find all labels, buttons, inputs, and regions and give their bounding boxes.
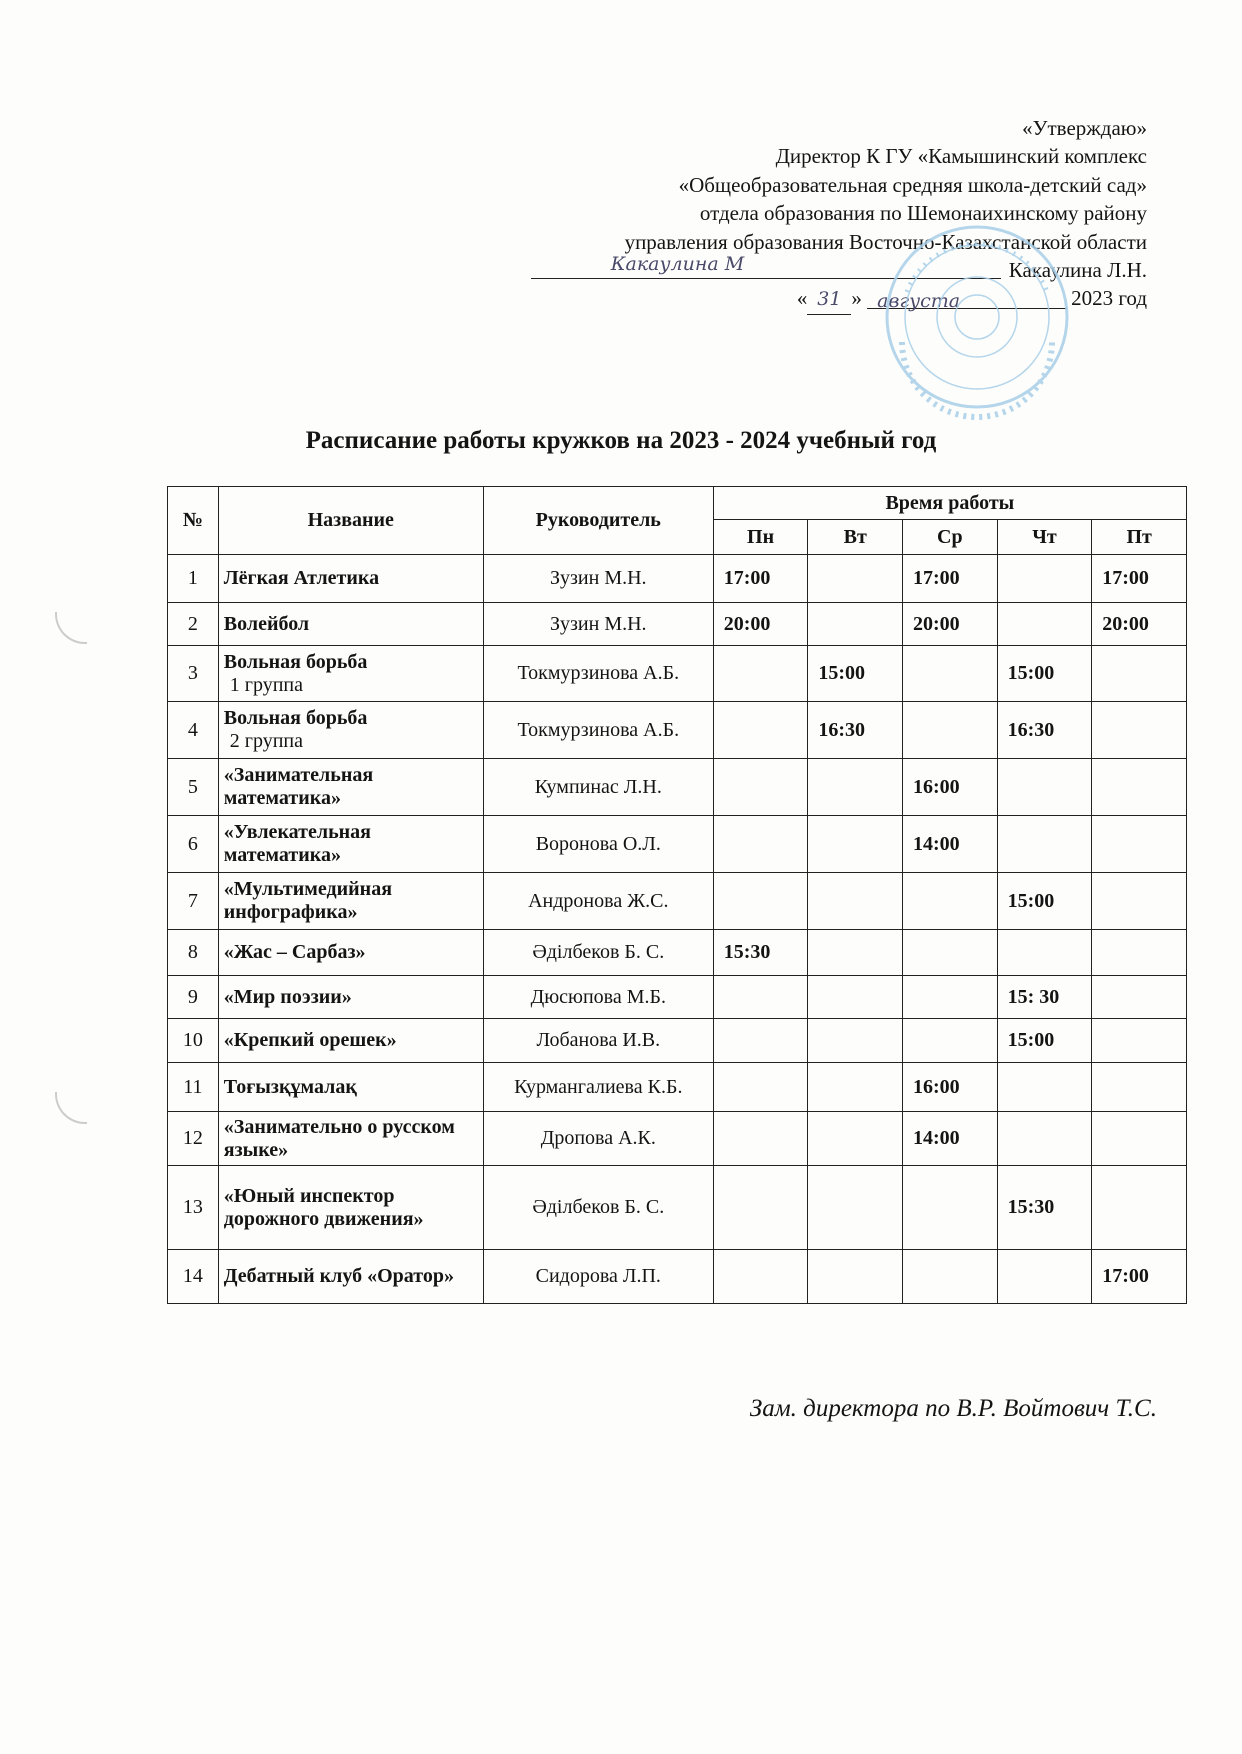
row-number: 10 xyxy=(168,1019,219,1063)
club-group: 1 группа xyxy=(229,673,303,696)
time-cell xyxy=(713,873,808,930)
time-cell xyxy=(1092,1063,1187,1112)
time-cell: 16:30 xyxy=(997,702,1092,759)
time-cell xyxy=(903,873,998,930)
leader-name: Токмурзинова А.Б. xyxy=(483,702,713,759)
leader-name: Дюсюпова М.Б. xyxy=(483,976,713,1019)
time-cell xyxy=(808,930,903,976)
header-day: Чт xyxy=(997,520,1092,555)
table-row xyxy=(168,930,1187,976)
time-cell xyxy=(713,702,808,759)
time-cell xyxy=(713,1250,808,1304)
approval-line: «Утверждаю» xyxy=(1022,116,1147,140)
time-cell xyxy=(808,555,903,603)
table-row xyxy=(168,976,1187,1019)
quote-open: « xyxy=(796,286,808,311)
time-cell xyxy=(1092,759,1187,816)
time-cell xyxy=(713,816,808,873)
time-cell: 17:00 xyxy=(1092,1250,1187,1304)
header-day: Ср xyxy=(903,520,998,555)
time-cell xyxy=(808,976,903,1019)
club-name-cell xyxy=(218,1019,483,1063)
time-cell: 16:00 xyxy=(903,1063,998,1112)
time-cell xyxy=(903,646,998,702)
club-name: «Жас – Сарбаз» xyxy=(223,941,366,963)
row-number: 11 xyxy=(168,1063,219,1112)
club-name: Тоғызқұмалақ xyxy=(223,1075,357,1098)
leader-name: Андронова Ж.С. xyxy=(483,873,713,930)
time-cell: 14:00 xyxy=(903,816,998,873)
leader-name: Сидорова Л.П. xyxy=(483,1250,713,1304)
row-number: 4 xyxy=(168,702,219,759)
time-cell xyxy=(808,816,903,873)
time-cell xyxy=(903,1250,998,1304)
leader-name: Әділбеков Б. С. xyxy=(483,1166,713,1250)
club-name-cell xyxy=(218,603,483,646)
time-cell: 16:30 xyxy=(808,702,903,759)
punch-hole xyxy=(55,612,87,644)
time-cell: 15:30 xyxy=(713,930,808,976)
club-name-cell xyxy=(218,702,483,759)
table-row xyxy=(168,1019,1187,1063)
approval-line: управления образования Восточно-Казахстанской области xyxy=(624,229,1147,254)
leader-name: Зузин М.Н. xyxy=(483,555,713,603)
leader-name: Лобанова И.В. xyxy=(483,1019,713,1063)
time-cell: 15:00 xyxy=(997,1019,1092,1063)
table-row xyxy=(168,603,1187,646)
club-name-cell xyxy=(218,1250,483,1304)
time-cell: 20:00 xyxy=(903,603,998,646)
club-name: Волейбол xyxy=(223,612,310,635)
club-name: «Мультимедийная инфографика» xyxy=(223,878,393,923)
club-name: Дебатный клуб «Оратор» xyxy=(223,1265,454,1287)
handwritten-signature: Какаулина М xyxy=(610,253,745,276)
time-cell xyxy=(808,1112,903,1166)
row-number: 6 xyxy=(168,816,219,873)
footer-signature: Зам. директора по В.Р. Войтович Т.С. xyxy=(749,1395,1157,1422)
time-cell xyxy=(713,1112,808,1166)
time-cell xyxy=(997,930,1092,976)
time-cell xyxy=(1092,646,1187,702)
header-num: № xyxy=(168,487,219,555)
club-name-cell xyxy=(218,555,483,603)
handwritten-day: 31 xyxy=(807,285,851,314)
club-name: Вольная борьба xyxy=(223,707,368,729)
time-cell xyxy=(808,759,903,816)
leader-name: Курмангалиева К.Б. xyxy=(483,1063,713,1112)
time-cell xyxy=(808,1019,903,1063)
time-cell: 16:00 xyxy=(903,759,998,816)
header-day: Пн xyxy=(713,520,808,555)
club-name: Вольная борьба xyxy=(223,650,368,673)
leader-name: Дропова А.К. xyxy=(483,1112,713,1166)
club-name: «Занимательно о русском языке» xyxy=(223,1115,455,1161)
time-cell xyxy=(997,1250,1092,1304)
approval-line: отдела образования по Шемонаихинскому району xyxy=(699,201,1147,226)
club-name: «Юный инспектор дорожного движения» xyxy=(223,1184,424,1230)
punch-hole xyxy=(55,1092,87,1124)
page-title: Расписание работы кружков на 2023 - 2024 учебный год xyxy=(305,427,937,454)
club-name-cell xyxy=(218,873,483,930)
row-number: 1 xyxy=(168,555,219,603)
club-name: «Увлекательная математика» xyxy=(223,821,371,866)
time-cell xyxy=(903,702,998,759)
header-day: Пт xyxy=(1092,520,1187,555)
row-number: 13 xyxy=(168,1166,219,1250)
time-cell xyxy=(808,603,903,646)
leader-name: Әділбеков Б. С. xyxy=(483,930,713,976)
table-row xyxy=(168,1063,1187,1112)
time-cell xyxy=(997,603,1092,646)
table-row xyxy=(168,1112,1187,1166)
time-cell: 17:00 xyxy=(903,555,998,603)
leader-name: Зузин М.Н. xyxy=(483,603,713,646)
time-cell xyxy=(713,1063,808,1112)
time-cell: 15:00 xyxy=(808,646,903,702)
row-number: 7 xyxy=(168,873,219,930)
time-cell xyxy=(808,873,903,930)
time-cell: 14:00 xyxy=(903,1112,998,1166)
club-name-cell xyxy=(218,976,483,1019)
time-cell: 17:00 xyxy=(713,555,808,603)
time-cell xyxy=(1092,976,1187,1019)
time-cell xyxy=(1092,1019,1187,1063)
approval-line: Директор К ГУ «Камышинский комплекс xyxy=(775,144,1147,169)
time-cell xyxy=(1092,1166,1187,1250)
time-cell: 15:00 xyxy=(997,873,1092,930)
approval-line: «Общеобразовательная средняя школа-детский сад» xyxy=(678,172,1147,197)
time-cell xyxy=(1092,930,1187,976)
table-body xyxy=(168,555,1187,1304)
time-cell xyxy=(997,1063,1092,1112)
leader-name: Воронова О.Л. xyxy=(483,816,713,873)
row-number: 8 xyxy=(168,930,219,976)
time-cell xyxy=(808,1250,903,1304)
header-name: Название xyxy=(218,487,483,555)
club-name: Лёгкая Атлетика xyxy=(223,567,380,589)
club-name-cell xyxy=(218,1112,483,1166)
header-leader: Руководитель xyxy=(483,487,713,555)
club-name-cell xyxy=(218,646,483,702)
date-year: 2023 год xyxy=(1071,286,1147,311)
row-number: 9 xyxy=(168,976,219,1019)
time-cell xyxy=(1092,702,1187,759)
time-cell xyxy=(903,930,998,976)
table-row xyxy=(168,555,1187,603)
time-cell xyxy=(808,1063,903,1112)
time-cell xyxy=(713,1019,808,1063)
club-name: «Мир поэзии» xyxy=(223,985,352,1008)
table-row xyxy=(168,702,1187,759)
time-cell xyxy=(903,976,998,1019)
time-cell xyxy=(808,1166,903,1250)
time-cell: 17:00 xyxy=(1092,555,1187,603)
time-cell: 15:30 xyxy=(997,1166,1092,1250)
time-cell xyxy=(713,976,808,1019)
signatory-name: Какаулина Л.Н. xyxy=(1008,258,1147,283)
time-cell xyxy=(713,646,808,702)
row-number: 3 xyxy=(168,646,219,702)
table-row xyxy=(168,816,1187,873)
table-row xyxy=(168,646,1187,702)
time-cell xyxy=(997,555,1092,603)
time-cell xyxy=(997,816,1092,873)
leader-name: Токмурзинова А.Б. xyxy=(483,646,713,702)
handwritten-month: августа xyxy=(877,290,961,313)
time-cell xyxy=(1092,816,1187,873)
table-row xyxy=(168,873,1187,930)
time-cell xyxy=(903,1019,998,1063)
time-cell xyxy=(1092,1112,1187,1166)
time-cell xyxy=(997,1112,1092,1166)
club-name-cell xyxy=(218,759,483,816)
table-row xyxy=(168,1250,1187,1304)
row-number: 14 xyxy=(168,1250,219,1304)
leader-name: Кумпинас Л.Н. xyxy=(483,759,713,816)
official-stamp xyxy=(862,222,1092,422)
schedule-table xyxy=(167,486,1187,1304)
header-day: Вт xyxy=(808,520,903,555)
club-name: «Занимательная математика» xyxy=(223,764,374,809)
club-group: 2 группа xyxy=(229,730,303,752)
time-cell xyxy=(903,1166,998,1250)
row-number: 12 xyxy=(168,1112,219,1166)
row-number: 2 xyxy=(168,603,219,646)
time-cell: 20:00 xyxy=(1092,603,1187,646)
club-name-cell xyxy=(218,1166,483,1250)
time-cell: 15:00 xyxy=(997,646,1092,702)
table-row xyxy=(168,759,1187,816)
club-name-cell xyxy=(218,930,483,976)
row-number: 5 xyxy=(168,759,219,816)
time-cell: 20:00 xyxy=(713,603,808,646)
time-cell xyxy=(713,1166,808,1250)
table-row xyxy=(168,1166,1187,1250)
club-name-cell xyxy=(218,1063,483,1112)
time-cell xyxy=(1092,873,1187,930)
club-name: «Крепкий орешек» xyxy=(223,1029,397,1051)
quote-close: » xyxy=(851,286,862,311)
club-name-cell xyxy=(218,816,483,873)
header-time-group: Время работы xyxy=(713,487,1186,520)
time-cell xyxy=(713,759,808,816)
time-cell xyxy=(997,759,1092,816)
time-cell: 15: 30 xyxy=(997,976,1092,1019)
